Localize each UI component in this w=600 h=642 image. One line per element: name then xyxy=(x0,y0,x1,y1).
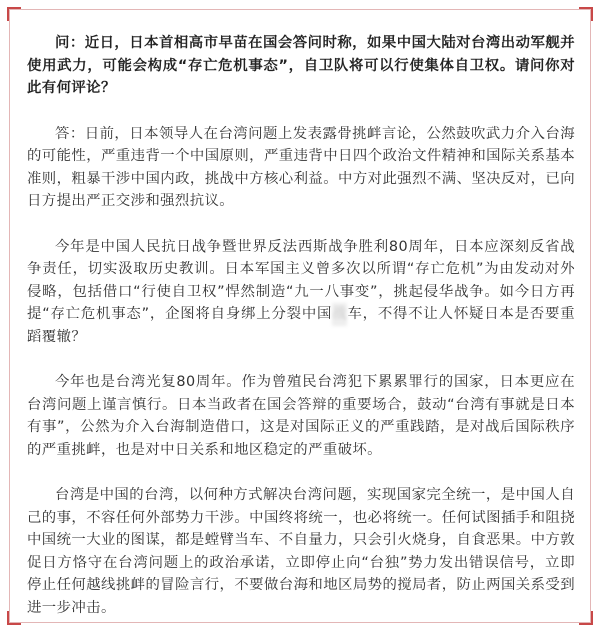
answer-paragraph-4: 台湾是中国的台湾，以何种方式解决台湾问题，实现国家完全统一，是中国人自己的事，不容任何外部势力干涉。中国终将统一，也必将统一。任何试图插手和阻挠中国统一大业的图谋，都是螳臂当车、不自量力，只会引火烧身，自食恶果。中方敦促日方恪守在台湾问题上的政治承诺，立即停止向“台独”势力发出错误信号，立即停止任何越线挑衅的冒险言行，不要做台海和地区局势的搅局者，防止两国关系受到进一步冲击。 xyxy=(27,487,575,616)
answer-paragraph-2 xyxy=(27,236,575,349)
blurred-text: 战 xyxy=(332,303,347,326)
answer-paragraph-1: 答：日前，日本领导人在台湾问题上发表露骨挑衅言论，公然鼓吹武力介入台海的可能性，严重违背一个中国原则，严重违背中日四个政治文件精神和国际关系基本准则，粗暴干涉中国内政，挑战中方核心利益。中方对此强烈不满、坚决反对，已向日方提出严正交涉和强烈抗议。 xyxy=(27,125,575,209)
frame-corner-bottom-left xyxy=(7,611,21,625)
frame-corner-top-right xyxy=(579,7,593,21)
answer-paragraph-3: 今年也是台湾光复80周年。作为曾殖民台湾犯下累累罪行的国家，日本更应在台湾问题上谨言慎行。日本当政者在国会答辩的重要场合，鼓动“台湾有事就是日本有事”，公然为介入台海制造借口，这是对国际正义的严重践踏，是对战后国际秩序的严重挑衅，也是对中日关系和地区稳定的严重破坏。 xyxy=(27,374,575,458)
answer-paragraph-2-text-a: 今年是中国人民抗日战争暨世界反法西斯战争胜利80周年，日本应深刻反省战争责任，切实汲取历史教训。日本军国主义曾多次以所谓“存亡危机”为由发动对外侵略，包括借口“行使自卫权”悍然制造“九一八事变”，挑起侵华战争。如今日方再提“存亡危机事态”，企图将自身绑上分裂中国 xyxy=(27,238,575,322)
article-body xyxy=(27,32,575,642)
answer-paragraph-2-text-b: 车，不得不让人怀疑日本是否要重蹈覆辙？ xyxy=(27,306,575,345)
question-paragraph: 问：近日，日本首相高市早苗在国会答问时称，如果中国大陆对台湾出动军舰并使用武力，可能会构成“存亡危机事态”，自卫队将可以行使集体自卫权。请问你对此有何评论？ xyxy=(27,35,575,96)
